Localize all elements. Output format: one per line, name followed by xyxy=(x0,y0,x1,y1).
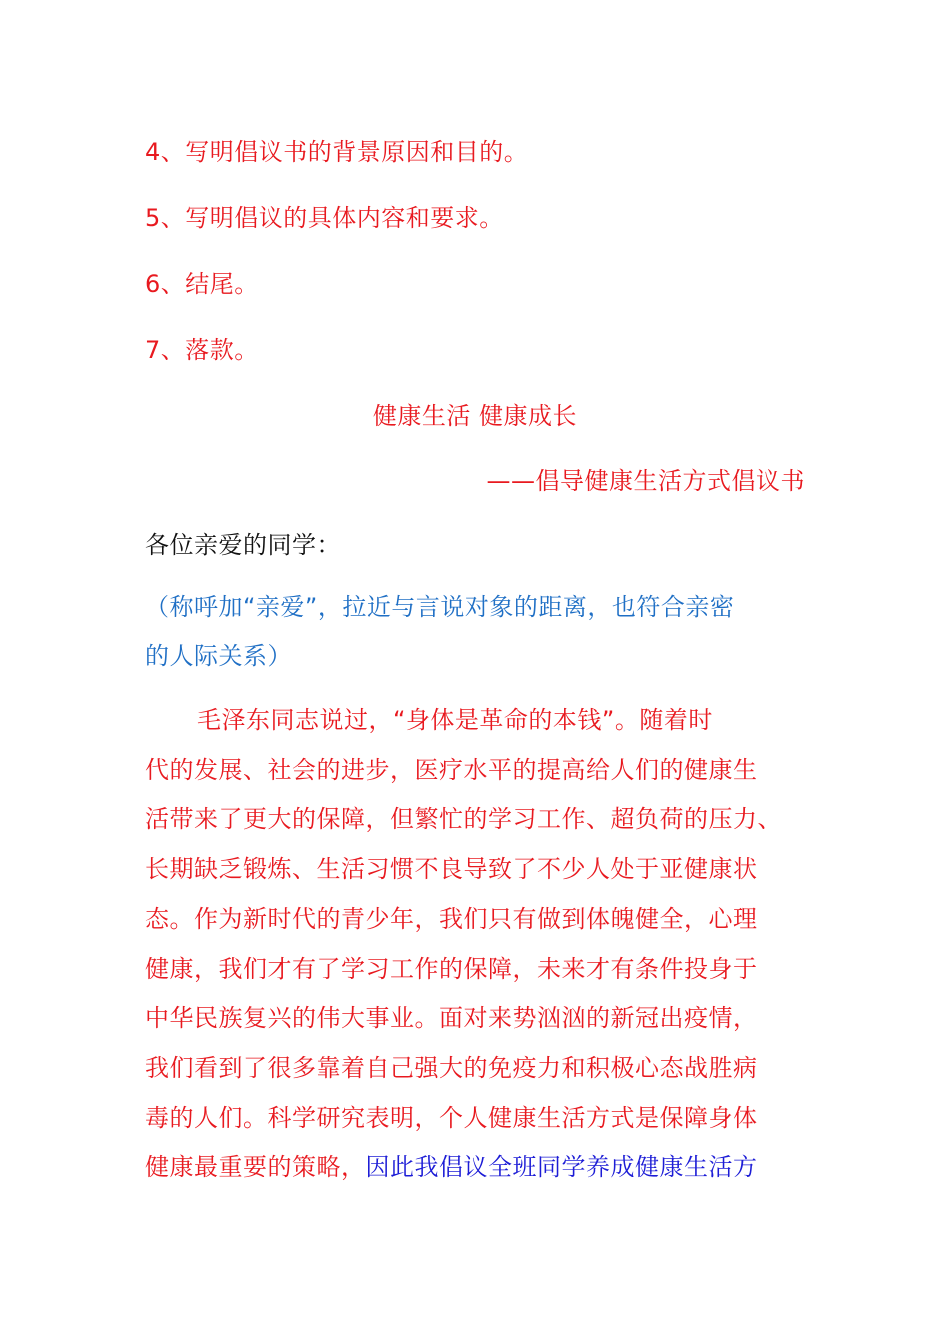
step-5: 5、写明倡议的具体内容和要求。 xyxy=(145,204,504,232)
annotation-line-1: （称呼加“亲爱”，拉近与言说对象的距离，也符合亲密 xyxy=(145,593,735,621)
salutation: 各位亲爱的同学： xyxy=(145,531,341,559)
body-line-1: 毛泽东同志说过，“身体是革命的本钱”。随着时 xyxy=(197,706,713,734)
step-6: 6、结尾。 xyxy=(145,270,259,298)
annotation-line-2: 的人际关系） xyxy=(145,642,292,670)
body-line-10-blue: 因此我倡议全班同学养成健康生活方 xyxy=(365,1153,758,1181)
body-line-5: 态。作为新时代的青少年，我们只有做到体魄健全，心理 xyxy=(145,905,758,933)
body-line-8: 我们看到了很多靠着自己强大的免疫力和积极心态战胜病 xyxy=(145,1054,758,1082)
step-4: 4、写明倡议书的背景原因和目的。 xyxy=(145,138,529,166)
body-line-3: 活带来了更大的保障，但繁忙的学习工作、超负荷的压力、 xyxy=(145,805,782,833)
body-line-6: 健康，我们才有了学习工作的保障，未来才有条件投身于 xyxy=(145,955,758,983)
body-line-9: 毒的人们。科学研究表明，个人健康生活方式是保障身体 xyxy=(145,1104,758,1132)
step-7: 7、落款。 xyxy=(145,336,259,364)
body-line-10-red: 健康最重要的策略， xyxy=(145,1153,366,1181)
document-title: 健康生活 健康成长 xyxy=(372,402,578,430)
body-line-4: 长期缺乏锻炼、生活习惯不良导致了不少人处于亚健康状 xyxy=(145,855,758,883)
body-line-10 xyxy=(145,1152,758,1182)
body-line-2: 代的发展、社会的进步，医疗水平的提高给人们的健康生 xyxy=(145,756,758,784)
body-line-7: 中华民族复兴的伟大事业。面对来势汹汹的新冠出疫情， xyxy=(145,1004,758,1032)
document-subtitle: ——倡导健康生活方式倡议书 xyxy=(486,467,805,495)
